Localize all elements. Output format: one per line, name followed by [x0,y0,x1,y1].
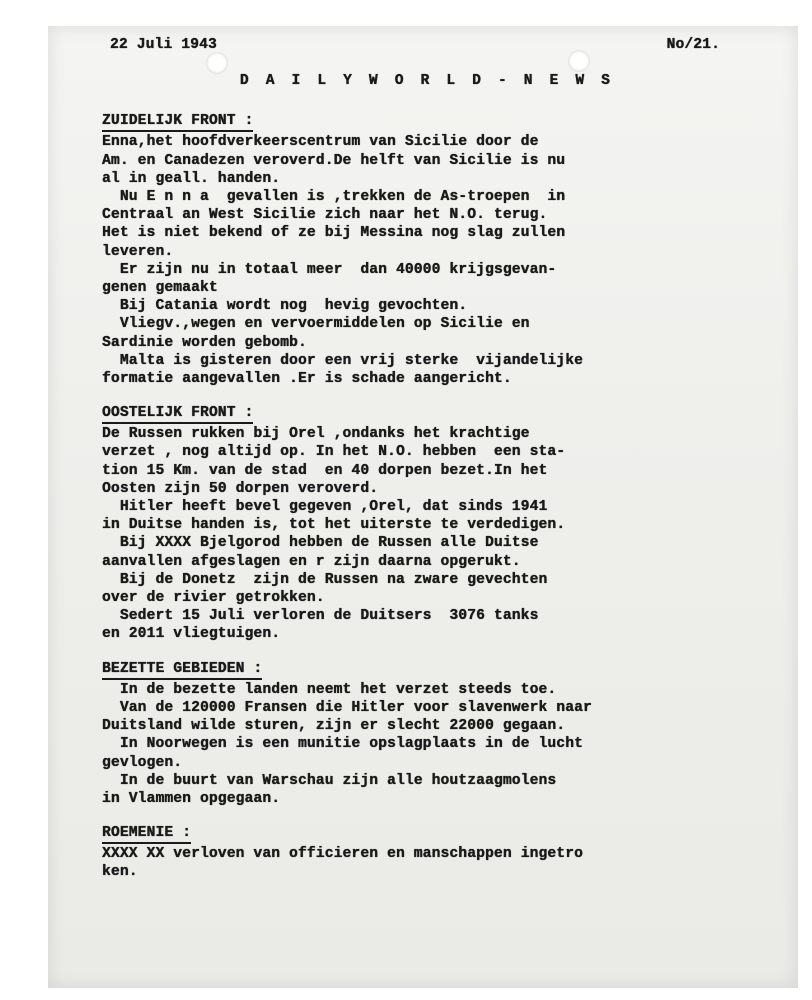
section-title: BEZETTE GEBIEDEN : [102,661,262,680]
section-title: ROEMENIE : [102,825,191,844]
text-line: in Vlammen opgegaan. [102,790,281,807]
text-line: tion 15 Km. van de stad en 40 dorpen bezet.In het [102,462,548,479]
text-line: ken. [102,864,138,881]
text-line: Duitsland wilde sturen, zijn er slecht 22000 gegaan. [102,718,566,735]
news-section [102,824,752,881]
text-line: XXXX XX verloven van officieren en manschappen ingetro [102,846,584,863]
text-line: gevlogen. [102,754,183,771]
news-sections [102,112,752,881]
text-line: over de rivier getrokken. [102,590,325,607]
text-line: Malta is gisteren door een vrij sterke vijandelijke [102,352,584,369]
text-line: Bij XXXX Bjelgorod hebben de Russen alle Duitse [102,535,539,552]
text-line: genen gemaakt [102,280,218,297]
text-line: Enna,het hoofdverkeerscentrum van Sicilie door de [102,134,539,151]
header-row [110,36,720,54]
text-line: In de bezette landen neemt het verzet steeds toe. [102,681,557,698]
text-line: In Noorwegen is een munitie opslagplaats in de lucht [102,736,584,753]
news-section [102,404,752,643]
text-line: Nu E n n a gevallen is ,trekken de As-troepen in [102,189,566,206]
text-line: Sardinie worden gebomb. [102,334,307,351]
bulletin-date: 22 Juli 1943 [110,37,217,53]
news-section [102,112,752,388]
text-line: al in geall. handen. [102,170,281,187]
text-line: aanvallen afgeslagen en r zijn daarna opgerukt. [102,553,521,570]
text-line: en 2011 vliegtuigen. [102,626,281,643]
text-line: De Russen rukken bij Orel ,ondanks het krachtige [102,426,530,443]
text-line: Bij Catania wordt nog hevig gevochten. [102,298,468,315]
text-line: verzet , nog altijd op. In het N.O. hebben een sta- [102,444,566,461]
text-line: Am. en Canadezen veroverd.De helft van Sicilie is nu [102,152,566,169]
section-title: OOSTELIJK FRONT : [102,405,253,424]
bulletin-number: No/21. [666,37,720,53]
text-line: Sedert 15 Juli verloren de Duitsers 3076 tanks [102,608,539,625]
text-line: Oosten zijn 50 dorpen veroverd. [102,480,379,497]
section-title: ZUIDELIJK FRONT : [102,113,253,132]
text-line: formatie aangevallen .Er is schade aangericht. [102,371,512,388]
text-line: In de buurt van Warschau zijn alle houtzaagmolens [102,772,557,789]
text-line: Het is niet bekend of ze bij Messina nog slag zullen [102,225,566,242]
text-line: Hitler heeft bevel gegeven ,Orel, dat sinds 1941 [102,499,548,516]
text-line: Vliegv.,wegen en vervoermiddelen op Sicilie en [102,316,530,333]
text-line: Van de 120000 Fransen die Hitler voor slavenwerk naar [102,699,592,716]
text-line: Bij de Donetz zijn de Russen na zware gevechten [102,571,548,588]
text-line: Centraal an West Sicilie zich naar het N.O. terug. [102,207,548,224]
typed-bulletin [102,36,752,898]
news-section [102,660,752,808]
text-line: leveren. [102,243,174,260]
text-line: in Duitse handen is, tot het uiterste te verdedigen. [102,517,566,534]
masthead-title: D A I L Y W O R L D - N E W S [239,73,615,90]
text-line: Er zijn nu in totaal meer dan 40000 krijgsgevan- [102,261,557,278]
